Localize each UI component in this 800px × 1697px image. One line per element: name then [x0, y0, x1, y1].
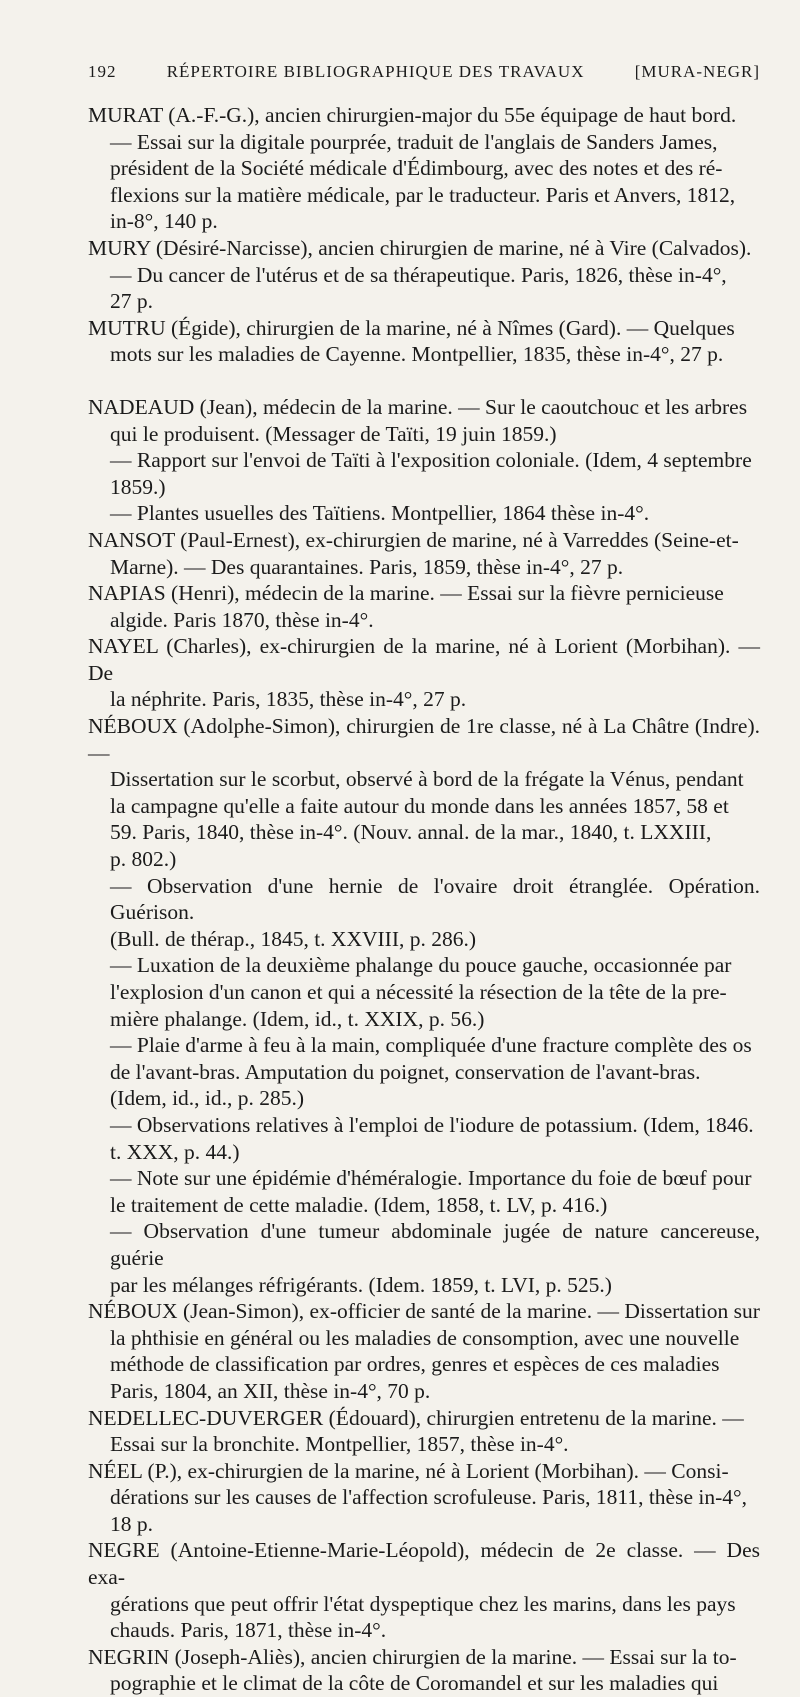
entry-line: NÉBOUX (Jean-Simon), ex-officier de santé de la marine. — Dissertation sur — [88, 1299, 760, 1324]
entry-line: NADEAUD (Jean), médecin de la marine. — Sur le caoutchouc et les arbres — [88, 394, 748, 419]
entry-line: NANSOT (Paul-Ernest), ex-chirurgien de marine, né à Varreddes (Seine-et- — [88, 527, 739, 552]
entry-continuation-line: l'explosion d'un canon et qui a nécessité la résection de la tête de la pre- — [110, 980, 727, 1004]
entry-line: MURY (Désiré-Narcisse), ancien chirurgien de marine, né à Vire (Calvados). — [88, 235, 752, 260]
entry-continuation-line: — Observations relatives à l'emploi de l'iodure de potassium. (Idem, 1846. — [110, 1112, 754, 1137]
entry-line: NAPIAS (Henri), médecin de la marine. — Essai sur la fièvre pernicieuse — [88, 581, 724, 606]
entry-continuation-line: — Essai sur la digitale pourprée, traduit de l'anglais de Sanders James, — [110, 129, 718, 154]
entry-continuation-line: 59. Paris, 1840, thèse in-4°. (Nouv. annal. de la mar., 1840, t. LXXIII, — [110, 820, 712, 845]
entry-continuation-line: p. 802.) — [110, 847, 177, 872]
page-number: 192 — [88, 62, 117, 81]
entry-continuation-line: in-8°, 140 p. — [110, 209, 218, 234]
entry-continuation-line: — Plaie d'arme à feu à la main, compliquée d'une fracture complète des os — [110, 1033, 752, 1058]
entry-line: NEGRIN (Joseph-Aliès), ancien chirurgien de la marine. — Essai sur la to- — [88, 1644, 737, 1669]
entry-line: NEDELLEC-DUVERGER (Édouard), chirurgien entretenu de la marine. — — [88, 1405, 744, 1430]
entry-continuation-line: chauds. Paris, 1871, thèse in-4°. — [110, 1618, 387, 1643]
entry-continuation-line: Marne). — Des quarantaines. Paris, 1859, thèse in-4°, 27 p. — [110, 554, 624, 579]
entry-continuation-line: mière phalange. (Idem, id., t. XXIX, p. 56.) — [110, 1006, 485, 1031]
running-title: RÉPERTOIRE BIBLIOGRAPHIQUE DES TRAVAUX — [166, 62, 585, 81]
entry-line: NEGRE (Antoine-Etienne-Marie-Léopold), médecin de 2e classe. — Des exa- — [88, 1538, 760, 1590]
entry-continuation-line: Paris, 1804, an XII, thèse in-4°, 70 p. — [110, 1378, 431, 1403]
running-head — [88, 62, 760, 82]
entry-range: [MURA-NEGR] — [634, 62, 760, 81]
entry-continuation-line: la campagne qu'elle a faite autour du monde dans les années 1857, 58 et — [110, 793, 729, 818]
entry-continuation-line: Essai sur la bronchite. Montpellier, 1857, thèse in-4°. — [110, 1432, 569, 1457]
entry-continuation-line: président de la Société médicale d'Édimbourg, avec des notes et des ré- — [110, 156, 723, 181]
entry-continuation-line: gérations que peut offrir l'état dyspeptique chez les marins, dans les pays — [110, 1591, 736, 1616]
entry-continuation-line: algide. Paris 1870, thèse in-4°. — [110, 607, 374, 632]
entry-continuation-line: mots sur les maladies de Cayenne. Montpellier, 1835, thèse in-4°, 27 p. — [110, 342, 724, 367]
entry-continuation-line: (Bull. de thérap., 1845, t. XXVIII, p. 286.) — [110, 926, 477, 951]
entry-continuation-line: pographie et le climat de la côte de Coromandel et sur les maladies qui — [110, 1671, 719, 1696]
entry-continuation-line: par les mélanges réfrigérants. (Idem. 1859, t. LVI, p. 525.) — [110, 1272, 612, 1297]
entry-continuation-line: — Note sur une épidémie d'héméralogie. Importance du foie de bœuf pour — [110, 1166, 752, 1191]
entry-continuation-line: 18 p. — [110, 1511, 153, 1536]
entry-continuation-line: — Observation d'une hernie de l'ovaire droit étranglée. Opération. Guérison. — [110, 873, 760, 925]
entry-line: MURAT (A.-F.-G.), ancien chirurgien-major du 55e équipage de haut bord. — [88, 103, 737, 127]
entry-continuation-line: flexions sur la matière médicale, par le traducteur. Paris et Anvers, 1812, — [110, 182, 736, 207]
entry-continuation-line: — Rapport sur l'envoi de Taïti à l'exposition coloniale. (Idem, 4 septembre — [110, 448, 752, 473]
entry-continuation-line: la néphrite. Paris, 1835, thèse in-4°, 27 p. — [110, 687, 467, 712]
entry-continuation-line: méthode de classification par ordres, genres et espèces de ces maladies — [110, 1352, 720, 1377]
entry-continuation-line: le traitement de cette maladie. (Idem, 1858, t. LV, p. 416.) — [110, 1192, 608, 1217]
entry-line: NAYEL (Charles), ex-chirurgien de la marine, né à Lorient (Morbihan). — De — [88, 634, 760, 685]
entry-line: NÉEL (P.), ex-chirurgien de la marine, né à Lorient (Morbihan). — Consi- — [88, 1458, 729, 1483]
entry-continuation-line: la phthisie en général ou les maladies de consomption, avec une nouvelle — [110, 1325, 740, 1350]
section-gap — [88, 368, 760, 394]
entry-continuation-line: — Du cancer de l'utérus et de sa thérapeutique. Paris, 1826, thèse in-4°, — [110, 262, 727, 287]
entry-line: MUTRU (Égide), chirurgien de la marine, né à Nîmes (Gard). — Quelques — [88, 315, 735, 340]
entry-continuation-line: — Observation d'une tumeur abdominale jugée de nature cancereuse, guérie — [110, 1219, 760, 1270]
entry-continuation-line: (Idem, id., id., p. 285.) — [110, 1086, 305, 1111]
entry-continuation-line: — Plantes usuelles des Taïtiens. Montpellier, 1864 thèse in-4°. — [110, 501, 650, 526]
entry-continuation-line: Dissertation sur le scorbut, observé à bord de la frégate la Vénus, pendant — [110, 767, 744, 792]
entry-continuation-line: — Luxation de la deuxième phalange du pouce gauche, occasionnée par — [110, 953, 732, 978]
entry-continuation-line: dérations sur les causes de l'affection scrofuleuse. Paris, 1811, thèse in-4°, — [110, 1485, 747, 1510]
entry-continuation-line: 27 p. — [110, 289, 153, 314]
entry-continuation-line: qui le produisent. (Messager de Taïti, 19 juin 1859.) — [110, 421, 557, 446]
entry-line: NÉBOUX (Adolphe-Simon), chirurgien de 1re classe, né à La Châtre (Indre). — — [88, 714, 760, 765]
entry-continuation-line: de l'avant-bras. Amputation du poignet, conservation de l'avant-bras. — [110, 1059, 701, 1084]
entry-continuation-line: 1859.) — [110, 474, 166, 499]
bibliography-entries — [88, 102, 760, 1697]
entry-continuation-line: t. XXX, p. 44.) — [110, 1139, 240, 1164]
